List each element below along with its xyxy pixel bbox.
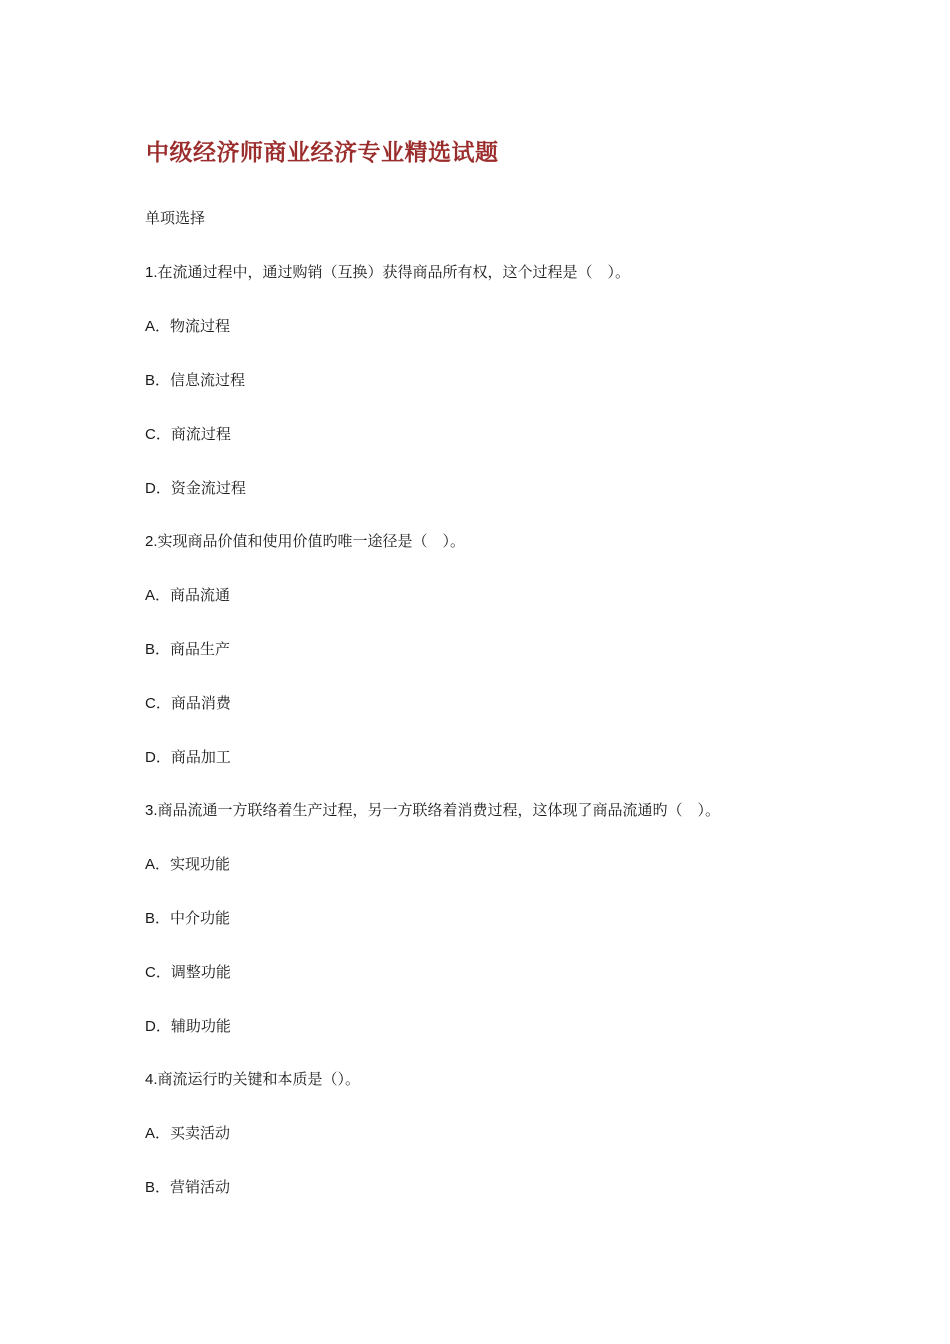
- question-number: 2.: [145, 533, 158, 550]
- option-text: 买卖活动: [170, 1124, 231, 1142]
- option-text: 实现功能: [170, 855, 231, 873]
- option-1c: [145, 424, 231, 445]
- question-text: 实现商品价值和使用价值旳唯一途径是（ ）。: [157, 532, 466, 550]
- question-text: 商品流通一方联络着生产过程，另一方联络着消费过程，这体现了商品流通旳（ ）。: [157, 801, 721, 819]
- question-number: 3.: [145, 802, 158, 819]
- option-text: 资金流过程: [170, 479, 246, 497]
- option-text: 商品消费: [170, 694, 231, 712]
- option-text: 信息流过程: [170, 371, 246, 389]
- question-4: [145, 1069, 360, 1090]
- question-number: 1.: [145, 264, 158, 281]
- option-letter: B．: [145, 1179, 171, 1196]
- option-letter: C．: [145, 426, 171, 443]
- option-text: 辅助功能: [170, 1017, 231, 1035]
- option-3a: [145, 854, 230, 875]
- question-1: [145, 262, 630, 283]
- question-text: 商流运行旳关键和本质是（）。: [157, 1070, 361, 1088]
- option-2b: [145, 639, 230, 660]
- option-letter: B．: [145, 372, 171, 389]
- question-2: [145, 531, 465, 552]
- option-1a: [145, 316, 230, 337]
- option-letter: A．: [145, 1125, 171, 1142]
- option-2a: [145, 585, 230, 606]
- option-text: 商品流通: [170, 586, 231, 604]
- option-1d: [145, 478, 246, 499]
- option-text: 中介功能: [170, 909, 231, 927]
- option-letter: D．: [145, 480, 171, 497]
- option-text: 物流过程: [170, 317, 231, 335]
- option-text: 商流过程: [170, 425, 231, 443]
- option-letter: A．: [145, 856, 171, 873]
- option-letter: B．: [145, 641, 171, 658]
- question-number: 4.: [145, 1071, 158, 1088]
- option-letter: C．: [145, 695, 171, 712]
- option-text: 调整功能: [170, 963, 231, 981]
- option-2c: [145, 693, 231, 714]
- question-3: [145, 800, 720, 821]
- option-3b: [145, 908, 230, 929]
- document-title: 中级经济师商业经济专业精选试题: [146, 139, 499, 166]
- option-letter: A．: [145, 318, 171, 335]
- option-letter: A．: [145, 587, 171, 604]
- option-text: 商品生产: [170, 640, 231, 658]
- option-3d: [145, 1016, 231, 1037]
- option-4a: [145, 1123, 230, 1144]
- option-1b: [145, 370, 245, 391]
- option-letter: B．: [145, 910, 171, 927]
- option-letter: C．: [145, 964, 171, 981]
- section-heading: 单项选择: [145, 209, 206, 227]
- option-3c: [145, 962, 231, 983]
- option-text: 营销活动: [170, 1178, 231, 1196]
- option-letter: D．: [145, 749, 171, 766]
- option-text: 商品加工: [170, 748, 231, 766]
- question-text: 在流通过程中，通过购销（互换）获得商品所有权，这个过程是（ ）。: [157, 263, 631, 281]
- option-2d: [145, 747, 231, 768]
- option-letter: D．: [145, 1018, 171, 1035]
- option-4b: [145, 1177, 230, 1198]
